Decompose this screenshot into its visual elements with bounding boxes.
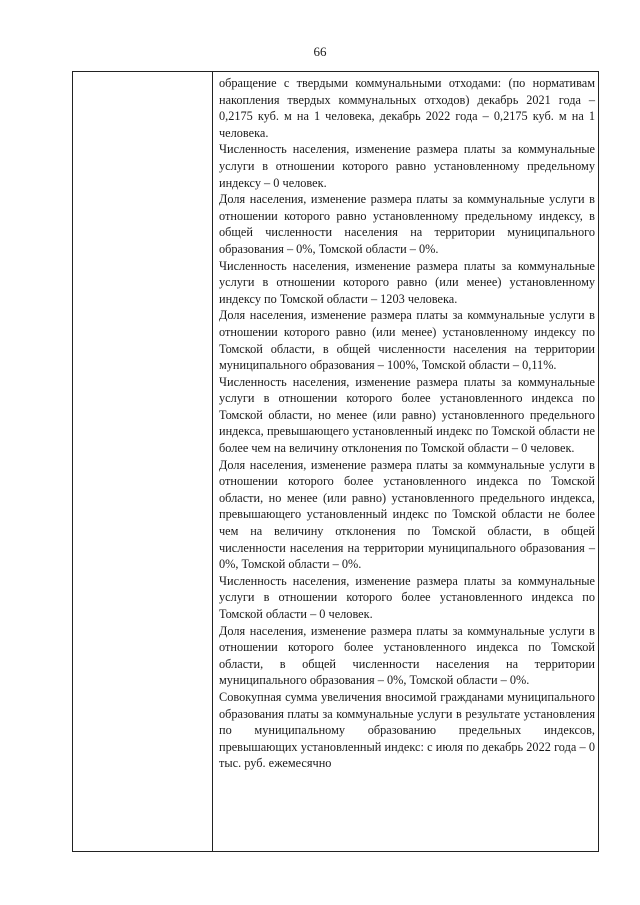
paragraph: Совокупная сумма увеличения вносимой гражданами муниципального образования платы за коммунальные услуги в результате установления по муниципальному образованию предельных индексов, превышающих установленный индекс: с июля по декабрь 2022 года – 0 тыс. руб. ежемесячно bbox=[219, 689, 595, 771]
paragraph: Доля населения, изменение размера платы за коммунальные услуги в отношении которого равно установленному предельному индексу, в общей численности населения на территории муниципального образования – 0%, Томской области – 0%. bbox=[219, 192, 595, 256]
table-left-column bbox=[73, 72, 213, 851]
table bbox=[72, 71, 599, 852]
paragraph: обращение с твердыми коммунальными отходами: (по нормативам накопления твердых коммунальных отходов) декабрь 2021 года – 0,2175 куб. м на 1 человека, декабрь 2022 года – 0,2175 куб. м на 1 человека. bbox=[219, 76, 595, 140]
paragraph: Доля населения, изменение размера платы за коммунальные услуги в отношении которого более установленного индекса по Томской области, в общей численности населения на территории муниципального образования – 0%, Томской области – 0%. bbox=[219, 623, 595, 688]
table-right-column bbox=[219, 75, 595, 772]
paragraph: Численность населения, изменение размера платы за коммунальные услуги в отношении которого равно установленному предельному индексу – 0 человек. bbox=[219, 142, 595, 190]
paragraph: Численность населения, изменение размера платы за коммунальные услуги в отношении которого равно (или менее) установленному индексу по Томской области – 1203 человека. bbox=[219, 258, 595, 306]
paragraph: Доля населения, изменение размера платы за коммунальные услуги в отношении которого равно (или менее) установленному индексу по Томской области, в общей численности населения на территории муниципального образования – 100%, Томской области – 0,11%. bbox=[219, 308, 595, 373]
page-number: 66 bbox=[313, 44, 327, 59]
paragraph: Численность населения, изменение размера платы за коммунальные услуги в отношении которого более установленного индекса по Томской области – 0 человек. bbox=[219, 573, 595, 621]
paragraph: Численность населения, изменение размера платы за коммунальные услуги в отношении которого более установленного индекса по Томской области, но менее (или равно) установленного предельного индекса, превышающего установленный индекс по Томской области не более чем на величину отклонения по Томской области – 0 человек. bbox=[219, 374, 595, 456]
paragraph: Доля населения, изменение размера платы за коммунальные услуги в отношении которого более установленного индекса по Томской области, но менее (или равно) установленного предельного индекса, превышающего установленный индекс по Томской области не более чем на величину отклонения по Томской области, в общей численности населения на территории муниципального образования – 0%, Томской области – 0%. bbox=[219, 457, 595, 572]
